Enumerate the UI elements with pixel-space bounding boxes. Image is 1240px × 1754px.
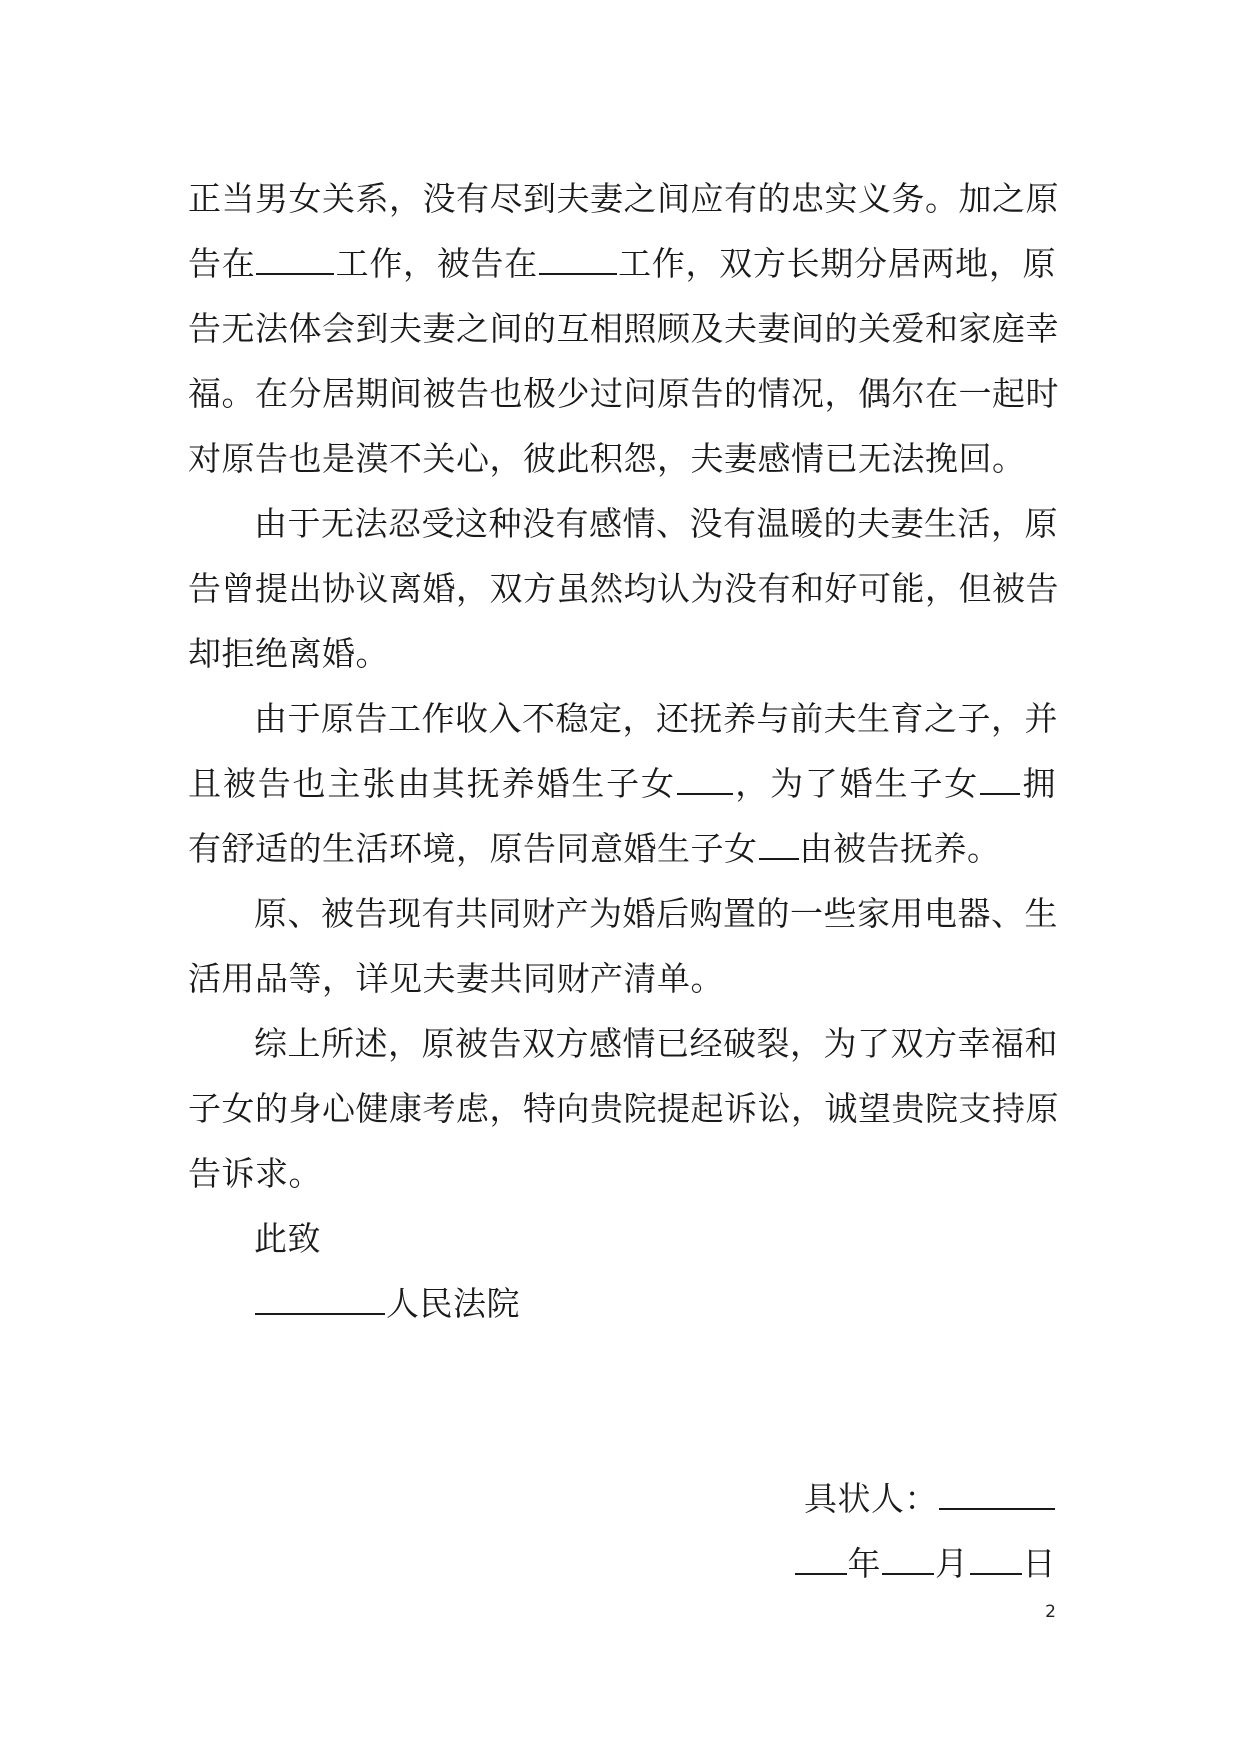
paragraph-3-line-3 (188, 816, 1056, 881)
paragraph-1-line-3: 告无法体会到夫妻之间的互相照顾及夫妻间的关爱和家庭幸 (188, 309, 1059, 348)
paragraph-5-line-1: 综上所述，原被告双方感情已经破裂，为了双方幸福和 (254, 1024, 1058, 1063)
month-label: 月 (935, 1544, 969, 1583)
text-fragment: 工作，双方长期分居两地，原 (617, 244, 1057, 283)
paragraph-1-line-5: 对原告也是漠不关心，彼此积怨，夫妻感情已无法挽回。 (188, 439, 1026, 478)
fill-blank-defendant-workplace (539, 233, 617, 275)
paragraph-1-line-2 (188, 231, 1056, 296)
date-line (794, 1531, 1057, 1596)
paragraph-4-line-1: 原、被告现有共同财产为婚后购置的一些家用电器、生 (254, 894, 1058, 933)
paragraph-2-line-1: 由于无法忍受这种没有感情、没有温暖的夫妻生活，原 (254, 504, 1058, 543)
page-number: 2 (1045, 1602, 1056, 1622)
fill-blank-child-name (759, 818, 799, 860)
fill-blank-court-name (255, 1273, 385, 1315)
text-fragment: ，为了婚生子女 (733, 764, 980, 803)
closing-court (188, 1271, 1056, 1336)
text-fragment: 由被告抚养。 (799, 829, 1001, 868)
signature-block (794, 1466, 1057, 1596)
text-fragment: 有舒适的生活环境，原告同意婚生子女 (188, 829, 758, 868)
paragraph-5-line-2: 子女的身心健康考虑，特向贵院提起诉讼，诚望贵院支持原 (188, 1089, 1059, 1128)
signature-label: 具状人： (804, 1479, 938, 1518)
text-fragment: 告在 (188, 244, 256, 283)
paragraph-2-line-3: 却拒绝离婚。 (188, 634, 389, 673)
fill-blank-plaintiff-workplace (256, 233, 334, 275)
paragraph-4-line-2: 活用品等，详见夫妻共同财产清单。 (188, 959, 724, 998)
text-fragment: 工作，被告在 (335, 244, 538, 283)
paragraph-5-line-3: 告诉求。 (188, 1154, 322, 1193)
signature-line (794, 1466, 1057, 1531)
paragraph-3-line-2 (188, 751, 1056, 816)
paragraph-1-line-1: 正当男女关系，没有尽到夫妻之间应有的忠实义务。加之原 (188, 179, 1059, 218)
paragraph-3-line-1: 由于原告工作收入不稳定，还抚养与前夫生育之子，并 (254, 699, 1058, 738)
fill-blank-year (795, 1533, 847, 1575)
year-label: 年 (847, 1544, 881, 1583)
court-suffix: 人民法院 (386, 1284, 520, 1323)
text-fragment: 且被告也主张由其抚养婚生子女 (188, 764, 676, 803)
day-label: 日 (1022, 1544, 1056, 1583)
fill-blank-signature (939, 1468, 1055, 1510)
text-fragment: 拥 (1021, 764, 1057, 803)
closing-salutation: 此致 (254, 1219, 321, 1258)
document-body (188, 166, 1059, 1336)
fill-blank-child-name (677, 753, 733, 795)
paragraph-2-line-2: 告曾提出协议离婚，双方虽然均认为没有和好可能，但被告 (188, 569, 1059, 608)
fill-blank-child-name (980, 753, 1020, 795)
paragraph-1-line-4: 福。在分居期间被告也极少过问原告的情况，偶尔在一起时 (188, 374, 1059, 413)
fill-blank-month (882, 1533, 934, 1575)
fill-blank-day (970, 1533, 1022, 1575)
